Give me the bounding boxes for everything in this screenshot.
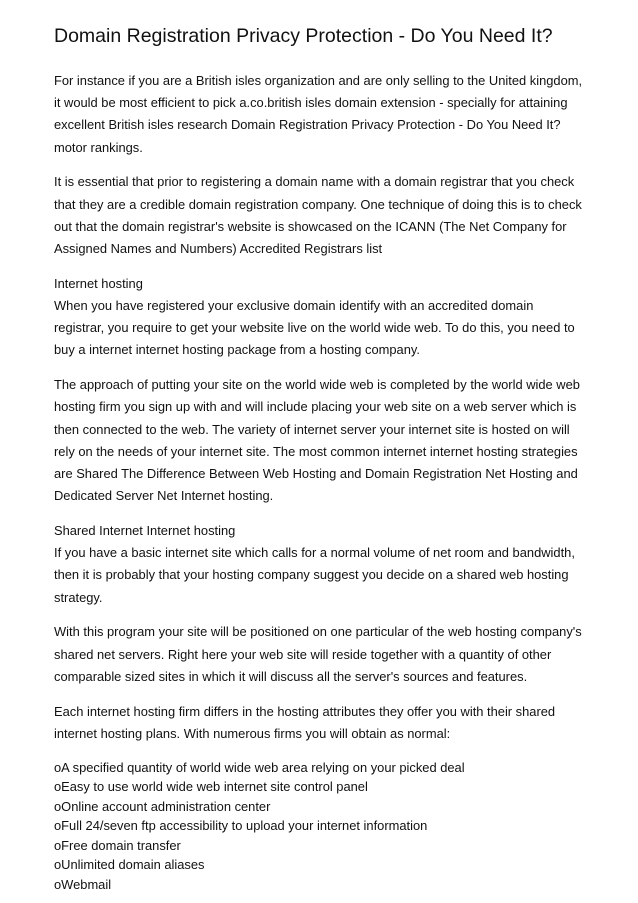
text-line: it would be most efficient to pick a.co.british isles domain extension - specially for attaining (54, 95, 568, 111)
section-heading: Internet hosting (54, 275, 143, 291)
section-heading: Shared Internet Internet hosting (54, 523, 236, 539)
paragraph-registrar-check (54, 171, 594, 260)
paragraph-uk-domain (54, 70, 594, 159)
text-line: For instance if you are a British isles organization and are only selling to the United kingdom, (54, 73, 583, 88)
paragraph-hosting-approach (54, 374, 594, 507)
text-line: internet hosting plans. With numerous firms you will obtain as normal: (54, 725, 451, 741)
paragraph-shared-hosting (54, 520, 594, 609)
text-line: rely on the needs of your internet site. The most common internet internet hosting strategies (54, 443, 578, 459)
text-line: strategy. (54, 589, 103, 605)
text-line: Dedicated Server Net Internet hosting. (54, 488, 274, 504)
text-line: then it is probably that your hosting company suggest you decide on a shared web hosting (54, 567, 569, 583)
text-line: It is essential that prior to registering a domain name with a domain registrar that you check (54, 174, 575, 190)
text-line: When you have registered your exclusive domain identify with an accredited domain (54, 298, 534, 314)
text-line: The approach of putting your site on the world wide web is completed by the world wide web (54, 377, 580, 393)
text-line: motor rankings. (54, 139, 143, 155)
document-title: Domain Registration Privacy Protection - Do You Need It? (54, 25, 553, 47)
paragraph-shared-servers (54, 621, 594, 688)
text-line: are Shared The Difference Between Web Hosting and Domain Registration Net Hosting and (54, 466, 578, 482)
text-line: out that the domain registrar's website is showcased on the ICANN (The Net Company for (54, 218, 567, 234)
text-line: hosting firm you sign up with and will include placing your web site on a web server which is (54, 399, 577, 415)
text-line: shared net servers. Right here your web site will reside together with a quantity of other (54, 646, 552, 662)
paragraph-hosting-attributes (54, 701, 594, 745)
text-line: Assigned Names and Numbers) Accredited Registrars list (54, 241, 383, 257)
list-item: oWebmail (54, 876, 112, 892)
text-line: comparable sized sites in which it will discuss all the server's sources and features. (54, 668, 528, 684)
text-line: Each internet hosting firm differs in the hosting attributes they offer you with their shared (54, 703, 556, 719)
text-line: then connected to the web. The variety of internet server your internet site is hosted on will (54, 421, 570, 437)
text-line: If you have a basic internet site which calls for a normal volume of net room and bandwidth, (54, 545, 575, 561)
features-list (54, 758, 594, 895)
document-page (54, 22, 594, 894)
list-item: oFree domain transfer (54, 837, 181, 853)
text-line: buy a internet internet hosting package from a hosting company. (54, 342, 420, 358)
list-item: oFull 24/seven ftp accessibility to upload your internet information (54, 818, 428, 834)
text-line: that they are a credible domain registration company. One technique of doing this is to check (54, 196, 582, 212)
paragraph-internet-hosting (54, 273, 594, 362)
list-item: oA specified quantity of world wide web area relying on your picked deal (54, 759, 465, 775)
text-line: excellent British isles research Domain Registration Privacy Protection - Do You Need It? (54, 117, 561, 133)
text-line: registrar, you require to get your website live on the world wide web. To do this, you need to (54, 320, 575, 336)
text-line: With this program your site will be positioned on one particular of the web hosting company's (54, 624, 582, 640)
list-item: oEasy to use world wide web internet site control panel (54, 779, 368, 795)
list-item: oUnlimited domain aliases (54, 857, 205, 873)
list-item: oOnline account administration center (54, 798, 271, 814)
